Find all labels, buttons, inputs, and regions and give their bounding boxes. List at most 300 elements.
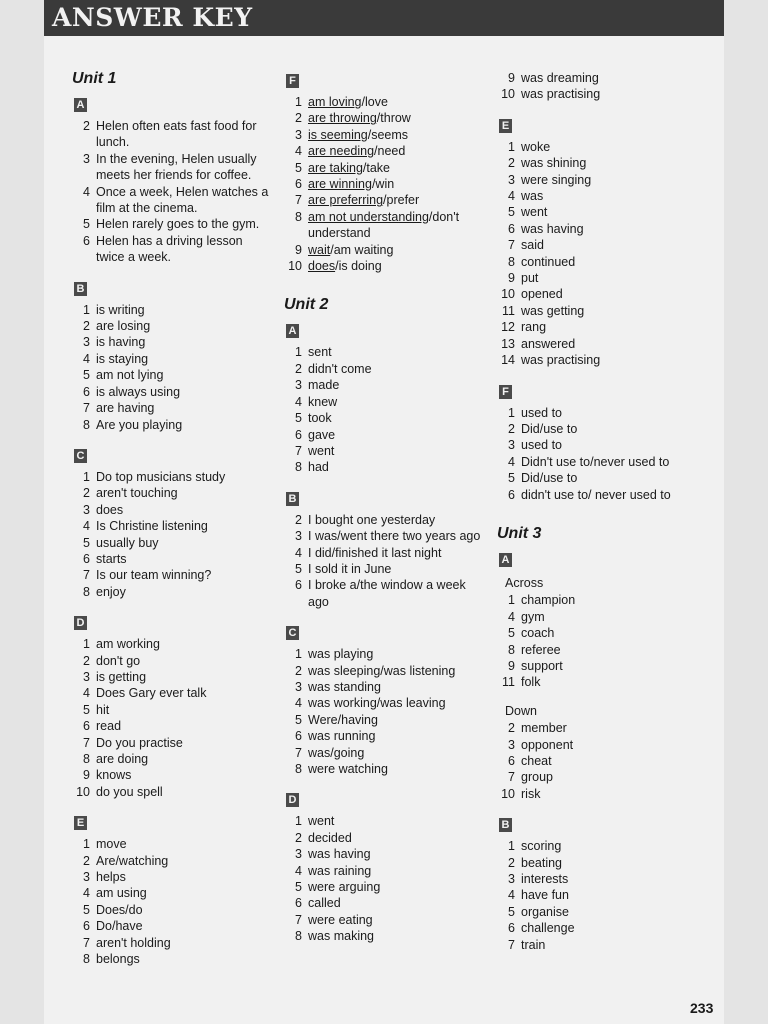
answer-item (284, 143, 489, 159)
item-answer: risk (521, 786, 541, 801)
exercise-section (72, 812, 272, 967)
answer-item (497, 254, 712, 270)
answer-item (284, 258, 489, 274)
answer-item (284, 94, 489, 110)
item-answer: went (308, 814, 335, 829)
item-answer: am working (96, 637, 160, 652)
answer-item (497, 86, 712, 102)
answer-item (284, 427, 489, 443)
item-answer: put (521, 271, 539, 286)
item-number: 3 (83, 335, 90, 350)
answer-item (284, 646, 489, 662)
item-answer: cheat (521, 754, 552, 768)
item-number: 3 (295, 529, 302, 544)
answer-item (284, 209, 489, 242)
exercise-section (72, 278, 272, 433)
item-answer: starts (96, 551, 127, 566)
item-answer: didn't come (308, 361, 372, 376)
exercise-label-badge: A (286, 324, 299, 338)
answer-item (284, 813, 489, 829)
answer-item (284, 728, 489, 744)
item-number: 4 (508, 609, 515, 624)
item-number: 6 (83, 919, 90, 934)
answer-list (72, 118, 272, 266)
item-number: 5 (83, 902, 90, 917)
item-number: 3 (295, 127, 302, 142)
item-number: 1 (508, 593, 515, 608)
item-answer: went (308, 443, 335, 458)
item-number: 1 (83, 837, 90, 852)
answer-item (284, 110, 489, 126)
item-answer: are doing (96, 752, 149, 766)
item-answer: group (521, 770, 553, 785)
item-answer: move (96, 837, 127, 852)
item-answer: aren't holding (96, 935, 171, 950)
item-answer: I broke a/the window a week ago (308, 578, 466, 609)
item-answer: continued (521, 254, 576, 269)
answer-item (497, 642, 712, 658)
item-number: 8 (508, 642, 515, 657)
unit-title: Unit 1 (72, 70, 117, 87)
answer-item (72, 836, 272, 852)
item-number: 7 (508, 937, 515, 952)
down-heading: Down (505, 703, 537, 718)
item-answer: is seeming/seems (308, 127, 409, 142)
answer-item (497, 352, 712, 368)
answer-item (284, 695, 489, 711)
answer-item (284, 528, 489, 544)
item-answer: was making (308, 929, 374, 944)
item-answer: Does Gary ever talk (96, 686, 207, 701)
answer-item (284, 176, 489, 192)
item-answer: Are/watching (96, 853, 169, 868)
answer-item (72, 417, 272, 433)
item-answer: belongs (96, 952, 140, 967)
item-number: 5 (508, 904, 515, 919)
answer-item (497, 838, 712, 854)
answer-item (497, 658, 712, 674)
item-number: 8 (83, 584, 90, 599)
item-answer: is getting (96, 669, 147, 684)
exercise-section (497, 549, 712, 802)
answer-item (72, 351, 272, 367)
answer-item (284, 242, 489, 258)
answer-item (497, 437, 712, 453)
item-number: 5 (295, 561, 302, 576)
answer-list (497, 70, 712, 103)
item-answer: challenge (521, 921, 575, 936)
item-number: 5 (83, 702, 90, 717)
item-number: 5 (83, 535, 90, 550)
answer-list (497, 720, 712, 802)
item-number: 4 (295, 144, 302, 159)
answer-list (497, 592, 712, 690)
item-number: 7 (508, 238, 515, 253)
item-answer: champion (521, 593, 576, 608)
item-number: 6 (83, 233, 90, 248)
item-number: 3 (508, 438, 515, 453)
item-number: 3 (83, 502, 90, 517)
answer-list (72, 836, 272, 967)
item-number: 6 (295, 578, 302, 593)
item-number: 7 (83, 735, 90, 750)
item-number: 7 (295, 745, 302, 760)
answer-item (497, 753, 712, 769)
item-answer: was playing (308, 647, 374, 662)
item-number: 4 (83, 519, 90, 534)
item-number: 4 (508, 454, 515, 469)
item-answer: am not understanding/don't understand (308, 209, 460, 241)
answer-list (284, 813, 489, 944)
item-number: 2 (83, 119, 90, 133)
item-answer: is always using (96, 384, 181, 399)
answer-item (497, 609, 712, 625)
item-number: 1 (295, 814, 302, 829)
answer-item (284, 577, 489, 610)
item-answer: were singing (521, 172, 592, 187)
answer-item (72, 334, 272, 350)
item-number: 11 (502, 303, 515, 318)
answer-item (72, 653, 272, 669)
item-number: 1 (508, 405, 515, 420)
answer-item (497, 871, 712, 887)
item-number: 5 (508, 471, 515, 486)
item-answer: had (308, 460, 329, 475)
answer-item (72, 216, 272, 232)
item-number: 2 (83, 486, 90, 501)
answer-item (497, 674, 712, 690)
item-number: 2 (508, 156, 515, 171)
answer-item (497, 855, 712, 871)
item-number: 7 (83, 401, 90, 416)
item-answer: is staying (96, 351, 149, 366)
item-number: 3 (295, 378, 302, 393)
item-number: 1 (295, 345, 302, 360)
answer-item (72, 902, 272, 918)
underlined-error: wait (308, 242, 331, 257)
item-number: 4 (295, 394, 302, 409)
answer-item (72, 636, 272, 652)
exercise-section (72, 612, 272, 800)
answer-item (497, 625, 712, 641)
item-number: 1 (83, 637, 90, 652)
item-answer: does (96, 502, 124, 517)
exercise-label-badge: A (74, 98, 87, 112)
item-answer: was sleeping/was listening (308, 663, 456, 678)
item-number: 1 (295, 647, 302, 662)
item-number: 6 (508, 754, 515, 768)
item-answer: referee (521, 642, 561, 657)
item-number: 7 (295, 443, 302, 458)
item-answer: helps (96, 870, 126, 885)
item-answer: were eating (308, 912, 373, 927)
item-answer: answered (521, 336, 576, 351)
item-answer: took (308, 411, 332, 426)
item-number: 8 (83, 952, 90, 967)
answer-item (284, 895, 489, 911)
item-number: 4 (508, 888, 515, 903)
answer-list (284, 646, 489, 777)
item-number: 7 (295, 912, 302, 927)
item-answer: Are you playing (96, 417, 183, 432)
exercise-label-badge: F (286, 74, 299, 88)
item-answer: were arguing (308, 880, 381, 895)
item-number: 1 (83, 302, 90, 317)
item-answer: rang (521, 320, 547, 335)
answer-item (72, 118, 272, 151)
item-answer: I bought one yesterday (308, 512, 436, 527)
item-answer: Does/do (96, 902, 143, 917)
item-answer: In the evening, Helen usually meets her friends for coffee. (96, 151, 257, 183)
exercise-section (497, 381, 712, 503)
item-answer: sent (308, 345, 332, 360)
item-number: 2 (295, 663, 302, 678)
item-answer: Once a week, Helen watches a film at the cinema. (96, 184, 269, 216)
underlined-error: are throwing (308, 111, 377, 126)
item-answer: are preferring/prefer (308, 193, 420, 208)
answer-item (284, 512, 489, 528)
item-number: 5 (295, 160, 302, 175)
answer-item (72, 751, 272, 767)
answer-item (72, 535, 272, 551)
exercise-section (284, 789, 489, 944)
answer-list (72, 636, 272, 800)
unit-title: Unit 2 (284, 296, 329, 314)
item-number: 3 (508, 172, 515, 187)
answer-item (72, 469, 272, 485)
item-answer: is having (96, 335, 146, 350)
item-answer: Were/having (308, 712, 378, 727)
item-number: 5 (83, 368, 90, 383)
item-answer: was dreaming (521, 71, 599, 85)
item-answer: was/going (308, 745, 365, 760)
answer-item (72, 485, 272, 501)
answer-item (72, 400, 272, 416)
across-heading: Across (505, 575, 544, 590)
item-number: 2 (508, 721, 515, 736)
item-number: 8 (295, 762, 302, 776)
exercise-label-badge: D (286, 793, 299, 807)
item-answer: didn't use to/ never used to (521, 487, 671, 502)
item-number: 7 (83, 935, 90, 950)
exercise-label-badge: E (499, 119, 512, 133)
answer-item (497, 720, 712, 736)
answer-list (284, 344, 489, 475)
answer-list (497, 139, 712, 369)
item-number: 4 (83, 686, 90, 701)
item-answer: said (521, 238, 544, 253)
answer-item (72, 567, 272, 583)
item-number: 6 (508, 921, 515, 936)
item-answer: used to (521, 405, 563, 420)
item-answer: went (521, 205, 548, 220)
item-answer: Helen often eats fast food for lunch. (96, 119, 257, 150)
answer-item (72, 551, 272, 567)
item-answer: were watching (308, 762, 388, 776)
item-answer: was getting (521, 303, 585, 318)
item-answer: was raining (308, 863, 372, 878)
item-answer: Didn't use to/never used to (521, 454, 670, 469)
answer-item (497, 286, 712, 302)
item-number: 8 (295, 209, 302, 224)
item-number: 8 (295, 929, 302, 944)
exercise-section (284, 622, 489, 777)
item-answer: organise (521, 904, 569, 919)
item-answer: was working/was leaving (308, 696, 446, 711)
item-answer: am loving/love (308, 95, 388, 109)
item-number: 3 (83, 669, 90, 684)
exercise-label-badge: E (74, 816, 87, 830)
answer-item (497, 204, 712, 220)
answer-item (497, 155, 712, 171)
answer-item (497, 70, 712, 86)
item-number: 10 (501, 786, 515, 801)
answer-item (72, 233, 272, 266)
answer-list (72, 469, 272, 600)
item-number: 6 (295, 427, 302, 442)
item-answer: support (521, 658, 563, 673)
answer-item (284, 663, 489, 679)
item-answer: hit (96, 702, 110, 717)
item-answer: was (521, 189, 544, 204)
item-answer: usually buy (96, 535, 159, 550)
answer-item (497, 303, 712, 319)
answer-item (284, 846, 489, 862)
answer-item (497, 737, 712, 753)
item-number: 5 (508, 626, 515, 641)
item-answer: Helen has a driving lesson twice a week. (96, 233, 243, 265)
answer-item (497, 139, 712, 155)
item-number: 9 (508, 271, 515, 286)
item-answer: I was/went there two years ago (308, 529, 481, 544)
answer-item (72, 918, 272, 934)
item-number: 9 (508, 658, 515, 673)
answer-list (497, 405, 712, 503)
item-answer: used to (521, 438, 563, 453)
item-number: 6 (83, 719, 90, 734)
column-1 (72, 70, 272, 979)
item-answer: wait/am waiting (308, 242, 394, 257)
item-answer: does/is doing (308, 259, 382, 274)
item-number: 10 (76, 784, 90, 799)
item-answer: opened (521, 287, 563, 302)
page-title: ANSWER KEY (52, 3, 253, 32)
answer-item (497, 887, 712, 903)
answer-item (497, 237, 712, 253)
answer-item (497, 592, 712, 608)
answer-item (72, 502, 272, 518)
item-answer: coach (521, 626, 555, 641)
answer-item (284, 443, 489, 459)
column-2 (284, 70, 489, 957)
item-number: 7 (295, 193, 302, 208)
exercise-label-badge: C (286, 626, 299, 640)
item-number: 3 (508, 872, 515, 887)
item-answer: made (308, 378, 340, 393)
item-answer: folk (521, 675, 541, 690)
item-answer: was shining (521, 156, 587, 171)
answer-list (497, 838, 712, 953)
item-number: 13 (501, 336, 515, 351)
item-number: 9 (83, 768, 90, 783)
exercise-section (72, 94, 272, 266)
exercise-section (284, 488, 489, 610)
item-answer: don't go (96, 653, 141, 668)
item-answer: knew (308, 394, 338, 409)
item-answer: scoring (521, 839, 562, 854)
item-number: 2 (295, 512, 302, 527)
answer-item (72, 885, 272, 901)
item-answer: is writing (96, 302, 145, 317)
item-number: 2 (295, 830, 302, 845)
answer-item (284, 545, 489, 561)
item-answer: train (521, 937, 546, 952)
exercise-label-badge: A (499, 553, 512, 567)
answer-item (497, 319, 712, 335)
answer-item (497, 904, 712, 920)
item-number: 2 (295, 111, 302, 126)
item-number: 5 (295, 712, 302, 727)
answer-item (284, 879, 489, 895)
answer-item (284, 912, 489, 928)
item-answer: was running (308, 729, 376, 744)
item-number: 1 (508, 839, 515, 854)
answer-item (284, 344, 489, 360)
item-number: 5 (83, 217, 90, 232)
item-answer: Is our team winning? (96, 568, 212, 583)
item-answer: Did/use to (521, 471, 578, 486)
item-answer: opponent (521, 737, 574, 752)
underlined-error: is seeming (308, 127, 368, 142)
answer-item (72, 302, 272, 318)
answer-item (284, 928, 489, 944)
answer-item (72, 367, 272, 383)
item-number: 4 (295, 863, 302, 878)
answer-item (497, 920, 712, 936)
item-number: 2 (295, 361, 302, 376)
item-number: 12 (501, 320, 515, 335)
exercise-section (497, 115, 712, 369)
answer-item (72, 151, 272, 184)
answer-item (497, 421, 712, 437)
item-answer: Do top musicians study (96, 469, 226, 484)
item-answer: knows (96, 768, 132, 783)
answer-item (284, 127, 489, 143)
item-number: 3 (83, 151, 90, 166)
exercise-section (497, 70, 712, 103)
item-number: 3 (508, 737, 515, 752)
exercise-section (72, 445, 272, 600)
item-number: 1 (295, 95, 302, 109)
item-answer: are taking/take (308, 160, 391, 175)
item-answer: interests (521, 872, 569, 887)
underlined-error: are preferring (308, 193, 384, 208)
item-number: 3 (295, 679, 302, 694)
answer-item (72, 669, 272, 685)
item-number: 1 (83, 469, 90, 484)
answer-item (72, 869, 272, 885)
item-number: 2 (83, 853, 90, 868)
exercise-label-badge: F (499, 385, 512, 399)
item-number: 2 (83, 653, 90, 668)
item-number: 2 (508, 855, 515, 870)
answer-item (284, 745, 489, 761)
item-number: 5 (295, 411, 302, 426)
answer-item (72, 702, 272, 718)
answer-item (284, 394, 489, 410)
item-answer: was practising (521, 353, 601, 368)
item-answer: aren't touching (96, 486, 178, 501)
